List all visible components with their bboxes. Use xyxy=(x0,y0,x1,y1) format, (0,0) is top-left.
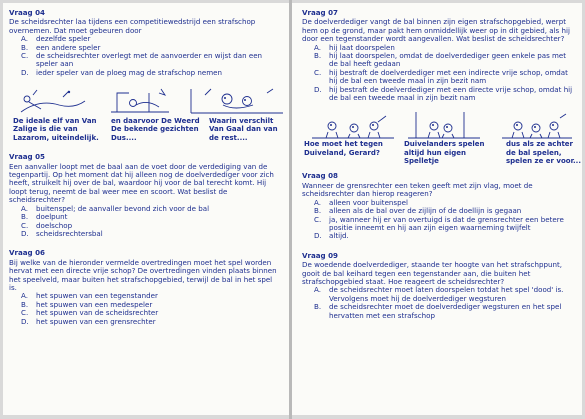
comic-caption-2: Duivelanders spelen altijd hun eigen Spelletje xyxy=(404,140,485,165)
comic-strip-left xyxy=(9,81,281,117)
left-page xyxy=(3,3,289,415)
question-09 xyxy=(302,252,576,320)
answer-option-c xyxy=(9,52,281,69)
option-text: hij bestraft de doelverdediger met een directe vrije schop, omdat hij de bal een tweede maal in zijn bezit nam xyxy=(329,84,573,103)
option-letter: C. xyxy=(21,51,29,61)
question-08 xyxy=(302,172,576,240)
answer-options xyxy=(302,44,576,103)
cartoon-panel-6 xyxy=(498,110,576,140)
option-text: het spuwen van een medespeler xyxy=(36,299,153,309)
comic-strip-right xyxy=(302,106,576,140)
answer-option-d xyxy=(9,69,281,77)
option-text: ja, wanneer hij er van overtuigd is dat de grensrechter een betere positie inneemt en hij aan zijn eigen waarneming twijfelt xyxy=(329,214,564,232)
option-letter: D. xyxy=(314,231,322,241)
option-text: alleen als de bal over de zijlijn of de doellijn is gegaan xyxy=(329,206,522,216)
option-letter: C. xyxy=(21,220,29,230)
option-text: de scheidsrechter moet laten doorspelen totdat het spel 'dood' is. Vervolgens moet hij de doelverdediger wegsturen xyxy=(329,285,564,303)
answer-options xyxy=(9,35,281,77)
option-text: hij bestraft de doelverdediger met een indirecte vrije schop, omdat hij de bal een tweede maal in zijn bezit nam xyxy=(329,67,568,86)
option-letter: B. xyxy=(314,302,322,312)
answer-options xyxy=(9,205,281,239)
option-text: buitenspel; de aanvaller bevond zich voor de bal xyxy=(36,203,210,213)
option-letter: B. xyxy=(21,299,29,309)
answer-option-b xyxy=(302,52,576,69)
option-letter: A. xyxy=(314,285,321,295)
comic-caption-2: en daarvoor De Weerd De bekende gezichten Dus.... xyxy=(111,117,200,142)
option-text: hij laat doorspelen xyxy=(329,42,395,52)
option-letter: C. xyxy=(314,67,322,77)
option-letter: B. xyxy=(314,206,322,216)
cartoon-panel-1 xyxy=(19,87,89,115)
cartoon-panel-4 xyxy=(308,110,398,140)
option-text: een andere speler xyxy=(36,42,101,52)
cartoon-panel-5 xyxy=(404,108,484,140)
question-text: Bij welke van de hieronder vermelde overtredingen moet het spel worden hervat met een directe vrije schop? De overtredingen vinden plaats binnen het speelveld, maar buiten het strafschopgebied, terwijl de bal in het spel is. xyxy=(9,257,277,292)
question-text: Wanneer de grensrechter een teken geeft met zijn vlag, moet de scheidsrechter dan hierop reageren? xyxy=(302,180,533,199)
option-text: doelschop xyxy=(36,220,73,230)
answer-option-d xyxy=(302,232,576,240)
question-title: Vraag 09 xyxy=(302,250,338,260)
answer-options xyxy=(302,199,576,241)
question-title: Vraag 04 xyxy=(9,8,45,17)
comic-captions-right xyxy=(302,140,582,172)
option-letter: D. xyxy=(314,84,322,94)
cartoon-panel-3 xyxy=(187,83,287,115)
option-letter: A. xyxy=(314,42,321,52)
option-text: altijd. xyxy=(329,231,349,241)
option-letter: D. xyxy=(21,228,29,238)
question-04 xyxy=(9,9,281,77)
option-text: het spuwen van de scheidsrechter xyxy=(36,308,159,318)
option-text: de scheidsrechter moet de doelverdediger wegsturen en het spel hervatten met een strafschop xyxy=(329,302,562,320)
option-letter: A. xyxy=(21,203,28,213)
answer-options xyxy=(302,286,576,320)
option-text: het spuwen van een tegenstander xyxy=(36,291,158,301)
option-text: alleen voor buitenspel xyxy=(329,197,408,207)
question-07 xyxy=(302,9,576,102)
option-letter: D. xyxy=(21,316,29,326)
question-text: Een aanvaller loopt met de baal aan de voet door de verdediging van de tegenpartij. Op het moment dat hij alleen nog de doelverdediger voor zich heeft, struikelt hij over de bal, waardoor hij voor de bal terecht komt. Hij loopt terug, neemt de bal weer mee en scoort. Wat beslist de scheidsrechter? xyxy=(9,161,274,205)
option-letter: B. xyxy=(314,51,322,61)
answer-option-c xyxy=(302,69,576,86)
question-text: De woedende doelverdediger, staande ter hoogte van het strafschppunt, gooit de bal keihard tegen een tegenstander aan, die buiten het strafschopgebied staat. Hoe reageert de scheidsrechter? xyxy=(302,260,562,286)
answer-option-d xyxy=(9,230,281,238)
answer-option-b xyxy=(302,303,576,320)
option-text: de scheidsrechter overlegt met de aanvoerder en wijst dan een speler aan xyxy=(36,51,263,69)
answer-option-d xyxy=(9,318,281,326)
option-letter: A. xyxy=(314,197,321,207)
option-letter: C. xyxy=(314,214,322,224)
question-title: Vraag 08 xyxy=(302,171,338,181)
option-letter: A. xyxy=(21,291,28,301)
right-page xyxy=(292,3,582,415)
question-title: Vraag 06 xyxy=(9,248,45,258)
answer-option-c xyxy=(302,216,576,233)
option-letter: B. xyxy=(21,42,29,52)
comic-caption-1: De ideale elf van Van Zalige is die van Lazarom, uiteindelijk. xyxy=(13,117,99,142)
answer-option-d xyxy=(302,86,576,103)
option-text: dezelfde speler xyxy=(36,34,91,44)
comic-caption-3: dus als ze achter de bal spelen, spelen ze er voor... xyxy=(506,140,582,165)
question-text: De doelverdediger vangt de bal binnen zijn eigen strafschopgebied, werpt hem op de grond, maar pakt hem onmiddellijk weer op in dit gebied, als hij door een tegenstander wordt aangevallen. Wat beslist de scheidsrechter? xyxy=(302,17,570,44)
question-title: Vraag 07 xyxy=(302,8,338,17)
option-letter: A. xyxy=(21,34,28,44)
comic-captions-left xyxy=(9,117,281,147)
comic-caption-3: Waarin verschilt Van Gaal dan van de rest.... xyxy=(209,117,278,142)
option-letter: B. xyxy=(21,212,29,222)
question-06 xyxy=(9,249,281,326)
option-text: doelpunt xyxy=(36,212,68,222)
option-letter: D. xyxy=(21,67,29,77)
option-text: ieder speler van de ploeg mag de strafschop nemen xyxy=(36,67,222,77)
question-title: Vraag 05 xyxy=(9,152,45,162)
cartoon-panel-2 xyxy=(109,85,179,115)
option-text: hij laat doorspelen, omdat de doelverdediger geen enkele pas met de bal heeft gedaan xyxy=(329,51,567,69)
comic-caption-1: Hoe moet het tegen Duiveland, Gerard? xyxy=(304,140,383,157)
option-text: het spuwen van een grensrechter xyxy=(36,316,156,326)
question-text: De scheidsrechter laa tijdens een competitiewedstrijd een strafschop overnemen. Dat moet gebeuren door xyxy=(9,17,256,35)
option-text: scheidsrechtersbal xyxy=(36,228,103,238)
question-05 xyxy=(9,153,281,238)
option-letter: C. xyxy=(21,308,29,318)
answer-options xyxy=(9,292,281,326)
answer-option-a xyxy=(302,286,576,303)
